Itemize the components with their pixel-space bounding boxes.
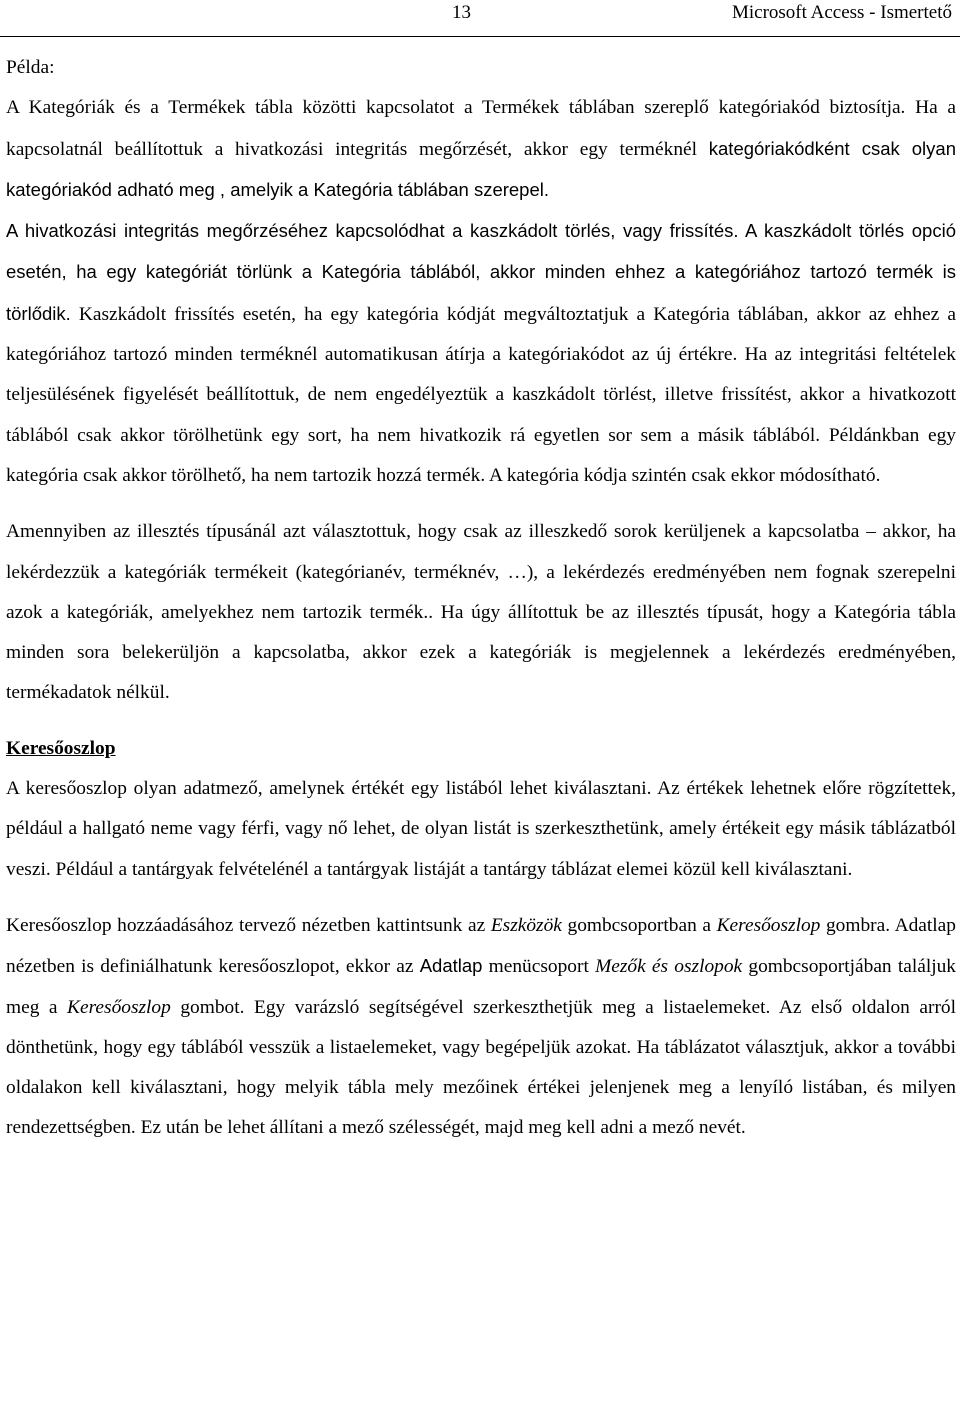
paragraph-text: gombcsoportjában találjuk meg a bbox=[6, 956, 956, 1018]
paragraph-text: kategóriakódként csak olyan kategóriakód adható meg , amelyik a Kategória táblában szerepel. bbox=[6, 137, 956, 200]
section-heading: Keresőoszlop bbox=[6, 737, 116, 759]
page-number: 13 bbox=[452, 2, 471, 23]
emphasis-text: Adatlap bbox=[419, 955, 483, 977]
running-title: Microsoft Access - Ismertető bbox=[731, 2, 952, 23]
paragraph-join-type: Amennyiben az illesztés típusánál azt választottuk, hogy csak az illeszkedő sorok kerüljenek a kapcsolatba – akkor, ha lekérdezzük a kategóriák termékeit (kategórianév, terméknév, …), a lekérdezés eredményében nem fognak szerepelni azok a kategóriák, amelyekhez nem tartozik termék.. Ha úgy állítottuk be az illesztés típusát, hogy a Kategória tábla minden sora belekerüljön a kapcsolatba, akkor ezek a kategóriák is megjelennek a lekérdezés eredményében, termékadatok nélkül. bbox=[6, 521, 956, 704]
paragraph-text: gombcsoportban a bbox=[561, 914, 717, 936]
paragraph-lookup-definition: A keresőoszlop olyan adatmező, amelynek értékét egy listából lehet kiválasztani. Az értékek lehetnek előre rögzítettek, például a hallgató neme vagy férfi, vagy nő lehet, de olyan listát is szerkeszthetünk, amely értékeit egy másik táblázatból veszi. Például a tantárgyak felvételénél a tantárgyak listáját a tantárgy táblázat elemei közül kell kiválasztani. bbox=[6, 778, 956, 880]
paragraph-relationship-intro bbox=[6, 88, 956, 211]
document-body bbox=[6, 48, 956, 1149]
example-label: Példa: bbox=[6, 57, 55, 78]
paragraph-text: Kaszkádolt frissítés esetén, ha egy kategória kódját megváltoztatjuk a Kategória táblában, akkor az ehhez a kategóriához tartozó minden terméknél automatikusan átírja a kategóriakódot az új értékre. Ha az integritási feltételek teljesülésének figyelését beállítottuk, de nem engedélyeztük a kaszkádolt törlést, illetve frissítést, akkor a hivatkozott táblából csak akkor törölhetünk egy sort, ha nem hivatkozik rá egyetlen sor sem a másik táblából. Példánkban egy kategória csak akkor törölhető, ha nem tartozik hozzá termék. A kategória kódja szintén csak ekkor módosítható. bbox=[6, 303, 956, 486]
paragraph-text: A hivatkozási integritás megőrzéséhez kapcsolódhat a kaszkádolt törlés, vagy frissítés. A kaszkádolt törlés opció esetén, ha egy kategóriát törlünk a Kategória táblából, akkor minden ehhez a kategóriához tartozó termék is törlődik. bbox=[6, 220, 956, 324]
emphasis-text: Mezők és oszlopok bbox=[595, 956, 743, 978]
paragraph-text: menücsoport bbox=[482, 956, 596, 978]
emphasis-text: Eszközök bbox=[490, 914, 562, 936]
emphasis-text: Keresőoszlop bbox=[67, 996, 171, 1018]
emphasis-text: Keresőoszlop bbox=[716, 914, 821, 936]
paragraph-text: gombot. Egy varázsló segítségével szerkeszthetjük meg a listaelemeket. Az első oldalon arról dönthetünk, hogy egy táblából vesszük a listaelemeket, vagy begépeljük azokat. Ha táblázatot választjuk, akkor a további oldalakon kell kiválasztani, hogy melyik tábla mely mezőinek értékei jelenjenek meg a lenyíló listában, és milyen rendezettségben. Ez után be lehet állítani a mező szélességét, majd meg kell adni a mező nevét. bbox=[6, 996, 957, 1139]
page-header bbox=[0, 0, 960, 37]
paragraph-text: Keresőoszlop hozzáadásához tervező nézetben kattintsunk az bbox=[6, 914, 491, 936]
paragraph-text: A Kategóriák és a Termékek tábla közötti kapcsolatot a Termékek táblában szereplő kategóriakód biztosítja. Ha a kapcsolatnál beállítottuk a hivatkozási integritás megőrzését, akkor egy terméknél bbox=[6, 97, 956, 160]
paragraph-text: gombra. Adatlap nézetben is definiálhatunk keresőoszlopot, ekkor az bbox=[6, 914, 956, 978]
paragraph-cascade bbox=[6, 211, 956, 496]
paragraph-lookup-howto bbox=[6, 906, 956, 1149]
